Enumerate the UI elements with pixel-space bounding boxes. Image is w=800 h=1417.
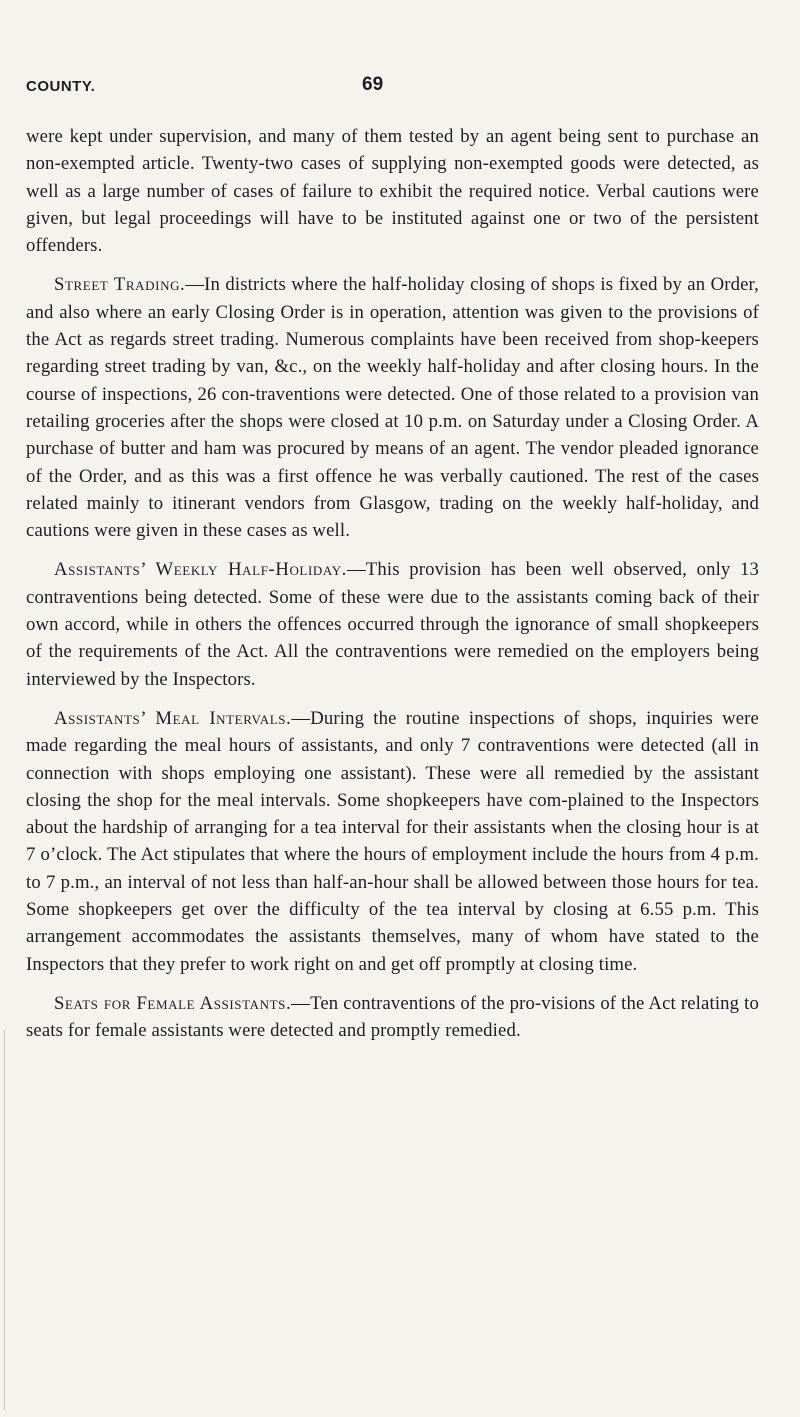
body-text — [26, 123, 759, 1057]
page-header — [26, 70, 746, 100]
paragraph-text: were kept under supervision, and many of them tested by an agent being sent to purchase an non-exempted article. Twenty-two cases of supplying non-exempted goods were detected, as well as a large number of cases of failure to exhibit the required notice. Verbal cautions were given, but legal proceedings will have to be instituted against one or two of the persistent offenders. — [26, 126, 759, 257]
section-heading: Assistants’ Meal Intervals. — [54, 707, 292, 729]
section-heading: Assistants’ Weekly Half-Holiday. — [54, 559, 347, 581]
section-heading: Seats for Female Assistants. — [54, 992, 292, 1014]
paragraph-seats-female-assistants — [26, 990, 759, 1045]
section-heading: Street Trading. — [54, 274, 186, 296]
paragraph-meal-intervals — [26, 705, 759, 978]
paragraph-text: —Ten contraventions of the pro-visions of the Act relating to seats for female assistants were detected and promptly remedied. — [26, 992, 759, 1042]
paragraph-weekly-half-holiday — [26, 556, 759, 692]
running-head: COUNTY. — [26, 78, 96, 95]
scan-margin-line — [4, 1030, 5, 1410]
paragraph-continuation — [26, 123, 759, 259]
paragraph-text: —During the routine inspections of shops, inquiries were made regarding the meal hours of assistants, and only 7 contraventions were detected (all in connection with shops employing one assistant). These were all remedied by the assistant closing the shop for the meal intervals. Some shopkeepers have com-plained to the Inspectors about the hardship of arranging for a tea interval for their assistants when the closing hour is at 7 o’clock. The Act stipulates that where the hours of employment include the hours from 4 p.m. to 7 p.m., an interval of not less than half-an-hour shall be allowed between those hours for tea. Some shopkeepers get over the difficulty of the tea interval by closing at 6.55 p.m. This arrangement accommodates the assistants themselves, many of whom have stated to the Inspectors that they prefer to work right on and get off promptly at closing time. — [26, 707, 759, 975]
paragraph-text: —This provision has been well observed, only 13 contraventions being detected. Some of these were due to the assistants coming back of their own accord, while in others the offences occurred through the ignorance of small shopkeepers of the requirements of the Act. All the contraventions were remedied on the employers being interviewed by the Inspectors. — [26, 559, 759, 690]
page-number: 69 — [362, 74, 384, 95]
paragraph-text: —In districts where the half-holiday closing of shops is fixed by an Order, and also where an early Closing Order is in operation, attention was given to the provisions of the Act as regards street trading. Numerous complaints have been received from shop-keepers regarding street trading by van, &c., on the weekly half-holiday and after closing hours. In the course of inspections, 26 con-traventions were detected. One of those related to a provision van retailing groceries after the shops were closed at 10 p.m. on Saturday under a Closing Order. A purchase of butter and ham was procured by means of an agent. The vendor pleaded ignorance of the Order, and as this was a first offence he was verbally cautioned. The rest of the cases related mainly to itinerant vendors from Glasgow, trading on the weekly half-holiday, and cautions were given in these cases as well. — [26, 274, 759, 542]
paragraph-street-trading — [26, 271, 759, 544]
